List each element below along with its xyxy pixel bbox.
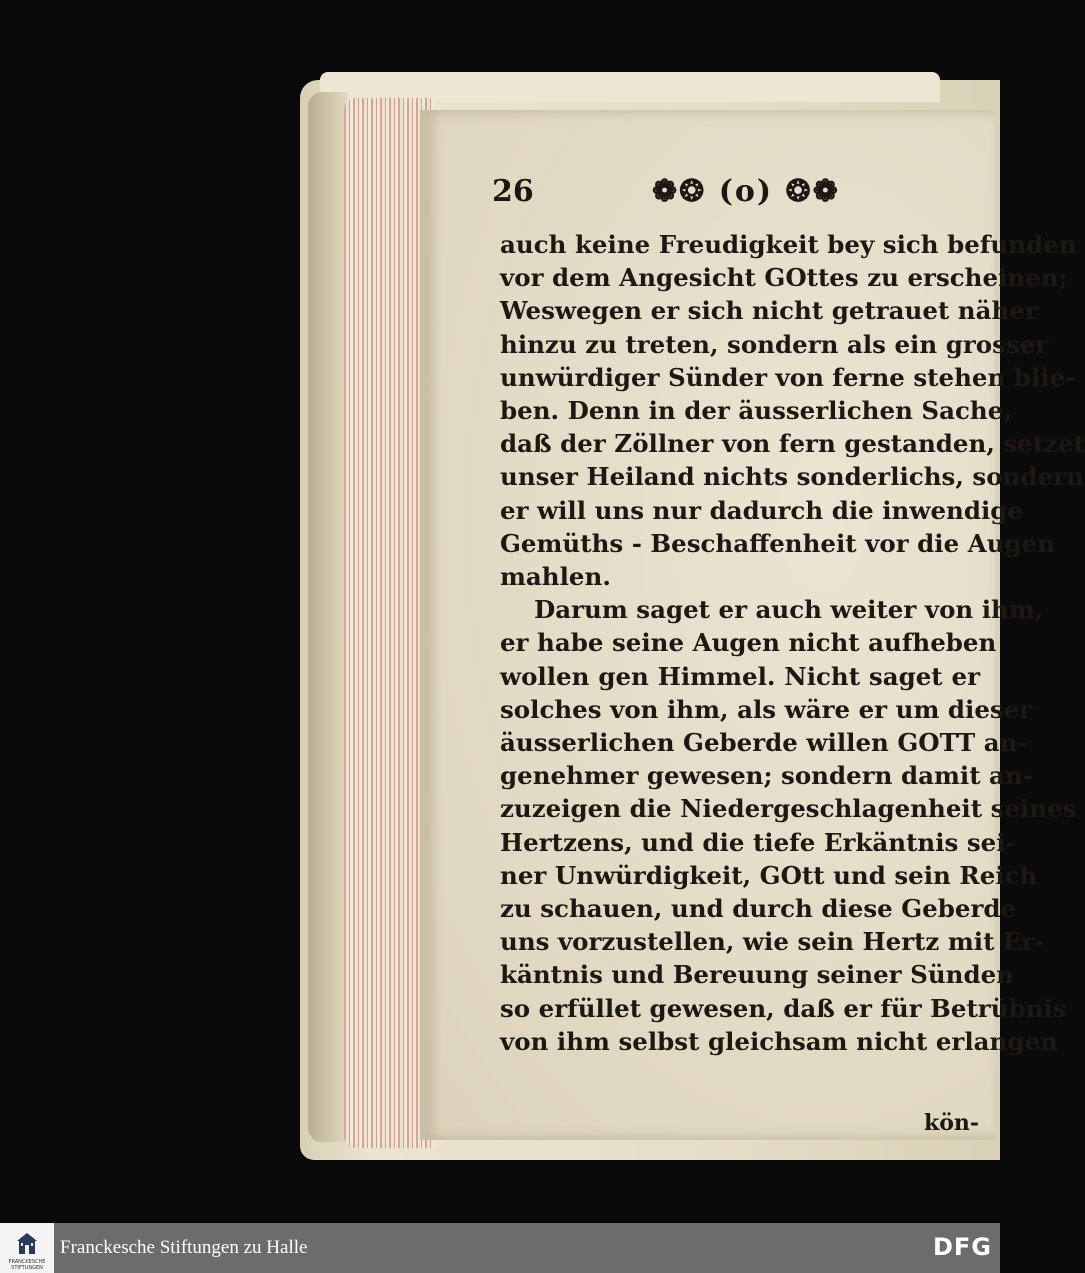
text-line: daß der Zöllner von fern gestanden, setzet — [500, 429, 1085, 459]
text-line: er habe seine Augen nicht aufheben — [500, 628, 997, 658]
book — [300, 72, 1085, 1162]
text-line: Hertzens, und die tiefe Erkäntnis sei- — [500, 827, 1016, 857]
text-line: zuzeigen die Niedergeschlagenheit seines — [500, 794, 1077, 824]
text-line: er will uns nur dadurch die inwendige — [500, 495, 1024, 525]
text-line: mahlen. — [500, 562, 611, 592]
dfg-logo[interactable]: DFG — [932, 1233, 992, 1261]
text-line: ben. Denn in der äusserlichen Sache, — [500, 396, 1012, 426]
book-spine — [308, 92, 348, 1142]
text-line: so erfüllet gewesen, daß er für Betrübnis — [500, 993, 1067, 1023]
text-line: uns vorzustellen, wie sein Hertz mit Er- — [500, 927, 1045, 957]
logo-text: FRANCKESCHE STIFTUNGEN — [8, 1259, 46, 1271]
text-line: zu schauen, und durch diese Geberde — [500, 894, 1017, 924]
text-line: Gemüths - Beschaffenheit vor die Augen — [500, 528, 1056, 558]
text-line: käntnis und Bereuung seiner Sünden — [500, 960, 1014, 990]
page-header — [492, 174, 975, 214]
building-icon — [17, 1232, 37, 1254]
text-line: unser Heiland nichts sonderlichs, sondern — [500, 462, 1084, 492]
text-line: wollen gen Himmel. Nicht saget er — [500, 661, 980, 691]
text-line: ner Unwürdigkeit, GOtt und sein Reich — [500, 860, 1038, 890]
text-line: genehmer gewesen; sondern damit an- — [500, 761, 1033, 791]
text-line: Weswegen er sich nicht getrauet näher — [500, 296, 1038, 326]
page-gutter — [420, 110, 440, 1140]
book-page — [420, 110, 1085, 1140]
text-line: Darum saget er auch weiter von ihm, — [534, 595, 1044, 625]
institution-logo[interactable] — [0, 1223, 54, 1273]
page-body-text — [500, 228, 1085, 1058]
header-ornament: ❁❂ (o) ❂❁ — [652, 174, 840, 209]
text-line: vor dem Angesicht GOttes zu erscheinen; — [500, 263, 1068, 293]
footer-title: Franckesche Stiftungen zu Halle — [60, 1237, 308, 1258]
text-line: solches von ihm, als wäre er um dieser — [500, 694, 1033, 724]
text-line: unwürdiger Sünder von ferne stehen blie- — [500, 362, 1076, 392]
viewer-footer — [0, 1223, 1000, 1273]
page-number: 26 — [492, 174, 534, 209]
text-line: auch keine Freudigkeit bey sich befunden — [500, 230, 1077, 259]
catchword: kön- — [923, 1110, 979, 1136]
text-line: hinzu zu treten, sondern als ein grosser — [500, 329, 1049, 359]
text-line: von ihm selbst gleichsam nicht erlangen — [500, 1026, 1058, 1056]
text-line: äusserlichen Geberde willen GOTT an- — [500, 728, 1028, 758]
